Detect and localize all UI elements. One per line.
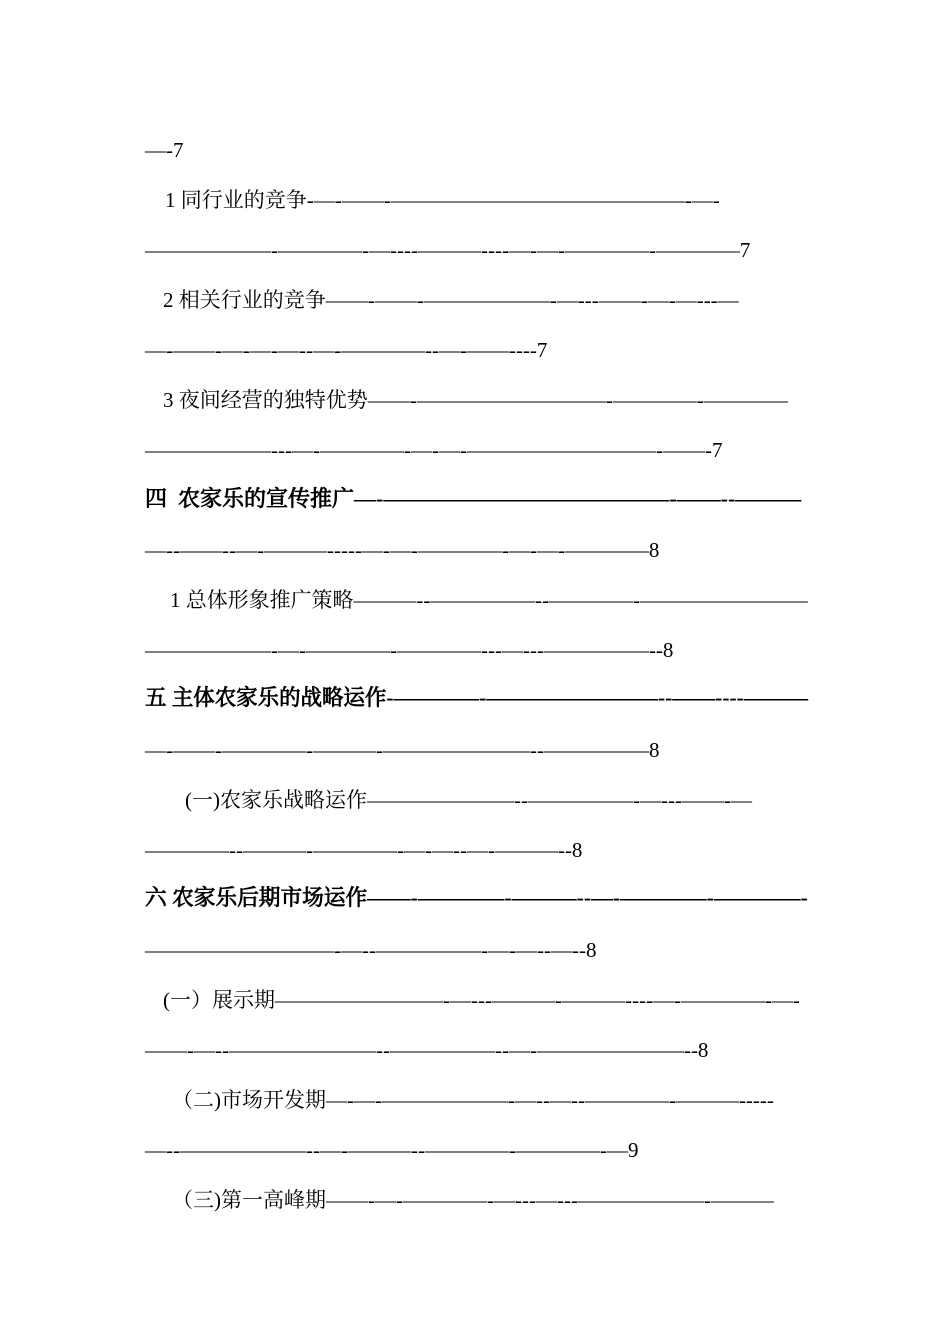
toc-line-continuation-9: —————————-—--—————-—-—--—--8 <box>145 938 597 962</box>
toc-entry-strategy-operation: (一)农家乐战略运作———————--—————-—---——-— <box>185 788 752 812</box>
toc-entry-market-development: （二)市场开发期—-—-——————-—--—--————-———----- <box>172 1088 774 1112</box>
toc-line-continuation-1: —-7 <box>145 138 184 162</box>
toc-entry-night-advantage: 3 夜间经营的独特优势——-—————————-————-———— <box>163 388 788 412</box>
toc-section-promotion: 四 农家乐的宣传推广—-—————————————-——--——— <box>145 486 802 511</box>
toc-line-continuation-3: —-——-—-—-—--—-————--—-——----7 <box>145 338 548 362</box>
toc-section-market-operation: 六 农家乐后期市场运作——-————-———--—-————-————- <box>145 885 808 910</box>
toc-line-continuation-7: —-——-————-———-———————--—————8 <box>145 738 660 762</box>
toc-entry-display-period: (一）展示期————————-—---———-———----—-————-—- <box>163 988 800 1012</box>
toc-line-continuation-6: ——————-—-————-————---—---—————--8 <box>145 638 674 662</box>
toc-line-continuation-10: ——-—--———————--—————--—-———————--8 <box>145 1038 709 1062</box>
toc-entry-related-competition: 2 相关行业的竞争——-——-——————-—---——-—-—---— <box>163 288 739 312</box>
toc-line-continuation-5: —--——--—-———-----—-—-————-—-—-————8 <box>145 538 660 562</box>
toc-line-continuation-4: ——————---—-————-—-—-—————————-——-7 <box>145 438 723 462</box>
toc-entry-industry-competition: 1 同行业的竞争-—-——-——————————————-—- <box>165 188 720 212</box>
toc-section-strategy: 五 主体农家乐的战略运作-————-————————--——----——— <box>145 685 809 710</box>
toc-entry-image-strategy: 1 总体形象推广策略———--—————--————-———————— <box>170 588 808 612</box>
toc-line-continuation-11: —--——————--—-———--————-————-—9 <box>145 1138 639 1162</box>
toc-line-continuation-8: ————--———-————-—-—--—-———--8 <box>145 838 583 862</box>
toc-entry-first-peak: （三)第一高峰期——-—-————-—---—---——————-——— <box>172 1188 774 1212</box>
toc-line-continuation-2: ——————-————-—----———----—-—-————-————7 <box>145 238 751 262</box>
